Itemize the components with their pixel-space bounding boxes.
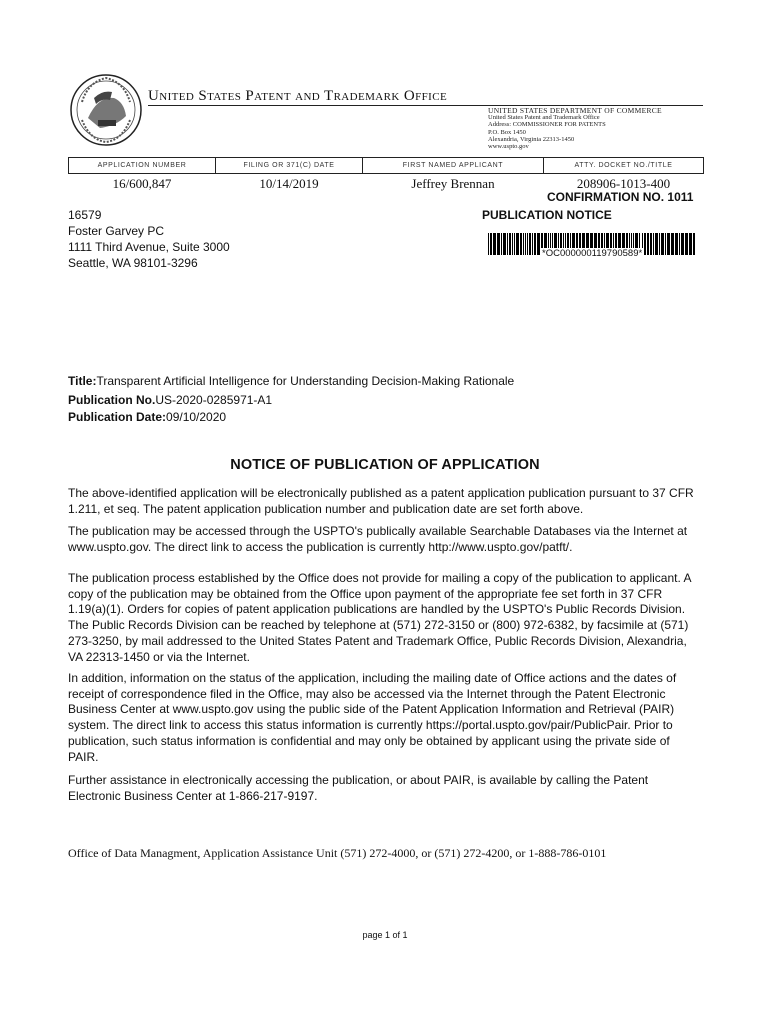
publication-number-line [68,392,514,409]
department-line: Alexandria, Virginia 22313-1450 [488,135,575,143]
assistance-unit-footer: Office of Data Managment, Application Assistance Unit (571) 272-4000, or (571) 272-4200, or 1-888-786-0101 [68,846,607,860]
title-label: Title: [68,374,97,388]
barcode-bar [490,233,492,255]
confirmation-number: CONFIRMATION NO. 1011 [547,190,694,204]
city-state-zip: Seattle, WA 98101-3296 [68,256,198,270]
first-named-applicant: Jeffrey Brennan [411,176,495,191]
notice-heading: NOTICE OF PUBLICATION OF APPLICATION [230,457,540,473]
barcode-bar [527,233,528,255]
barcode-bar [655,233,658,255]
barcode-bar [497,233,500,255]
barcode-bar [659,233,660,255]
barcode-bar [507,233,508,255]
page-number: page 1 of 1 [362,930,408,940]
paragraph: The above-identified application will be electronically published as a patent application publication pursuant to 37 CFR 1.211, et seq. The patent application publication number and publication date are set forth above. [68,486,694,516]
office-name: United States Patent and Trademark Office [148,88,448,104]
publication-number-label: Publication No. [68,393,156,407]
paragraph: The publication process established by the Office does not provide for mailing a copy of the publication to applicant. A copy of the publication may be obtained from the Office upon payment of the appropriate fee set forth in 37 CFR 1.19(a)(1). Orders for copies of patent application publications are handled by the USPTO's Public Records Division. The Public Records Division can be reached by telephone at (571) 272-3150 or (800) 972-6382, by facsimile at (571) 273-3250, by mail addressed to the United States Patent and Trademark Office, Public Records Division, Alexandria, VA 22313-1450 or via the Internet. [68,571,691,664]
paragraph: Further assistance in electronically accessing the publication, or about PAIR, is available by calling the Patent Electronic Business Center at 1-866-217-9197. [68,773,649,803]
barcode-bar [681,233,684,255]
paragraph: The publication may be accessed through the USPTO's publically available Searchable Databases via the Internet at www.uspto.gov. The direct link to access the publication is currently http://www.uspto.gov/patft/. [68,524,688,554]
barcode-bar [512,233,513,255]
header-application-number: APPLICATION NUMBER [69,158,216,174]
barcode-bar [675,233,678,255]
barcode-bar [534,233,536,255]
publication-date-label: Publication Date: [68,410,167,424]
header-filing-date: FILING OR 371(C) DATE [216,158,363,174]
table-header-row [69,158,704,174]
header-attorney-docket: ATTY. DOCKET NO./TITLE [544,158,704,174]
barcode-bar [532,233,533,255]
title-value: Transparent Artificial Intelligence for Understanding Decision-Making Rationale [96,374,515,388]
application-number: 16/600,847 [112,176,172,191]
addressee-block [68,207,230,271]
department-line: www.uspto.gov [488,143,529,151]
barcode-bar [516,233,519,255]
barcode-bar [529,233,531,255]
barcode-bar [525,233,526,255]
barcode-bar [679,233,680,255]
publication-number-value: US-2020-0285971-A1 [155,393,273,407]
barcode-bar [671,233,674,255]
barcode-bar [523,233,524,255]
barcode-bar [520,233,522,255]
barcode-bar [650,233,652,255]
barcode-bar [493,233,496,255]
paragraph: In addition, information on the status of the application, including the mailing date of Office actions and the dates of receipt of correspondence filed in the Office, may also be accessed via the Internet through the Patent Electronic Business Center at www.uspto.gov using the public side of the Patent Application Information and Retrieval (PAIR) system. The direct link to access this status information is currently https://portal.uspto.gov/pair/PublicPair. Prior to publication, such status information is confidential and may only be obtained by applicant using the private side of PAIR. [68,671,677,764]
barcode-bar [693,233,695,255]
department-line: Address: COMMISSIONER FOR PATENTS [488,121,606,129]
barcode-bar [501,233,502,255]
publication-date-value: 09/10/2020 [166,410,227,424]
uspto-seal-logo [68,68,144,152]
barcode-bar [667,233,670,255]
filing-date: 10/14/2019 [259,176,319,191]
barcode-bar [689,233,692,255]
department-line: UNITED STATES DEPARTMENT OF COMMERCE [488,106,662,115]
title-line [68,373,514,390]
barcode-bar [647,233,649,255]
barcode-text: *OC000000119790589* [542,248,643,259]
barcode-bar [488,233,489,255]
barcode-bar [509,233,511,255]
barcode-bar [685,233,688,255]
publication-notice-label: PUBLICATION NOTICE [482,208,612,222]
barcode-bar [653,233,654,255]
publication-meta [68,373,514,426]
street-address: 1111 Third Avenue, Suite 3000 [68,240,230,254]
department-address-block [488,107,703,150]
attorney-docket-number: 208906-1013-400 [576,176,671,191]
barcode-bar [665,233,666,255]
customer-number: 16579 [68,208,102,222]
department-line: P.O. Box 1450 [488,128,526,136]
barcode-bar [644,233,646,255]
firm-name: Foster Garvey PC [68,224,165,238]
publication-date-line [68,409,514,426]
header-first-named-applicant: FIRST NAMED APPLICANT [363,158,544,174]
barcode-bar [514,233,515,255]
barcode-bar [503,233,506,255]
barcode-bar [661,233,664,255]
department-line: United States Patent and Trademark Office [488,114,600,122]
application-info-table [68,157,704,194]
